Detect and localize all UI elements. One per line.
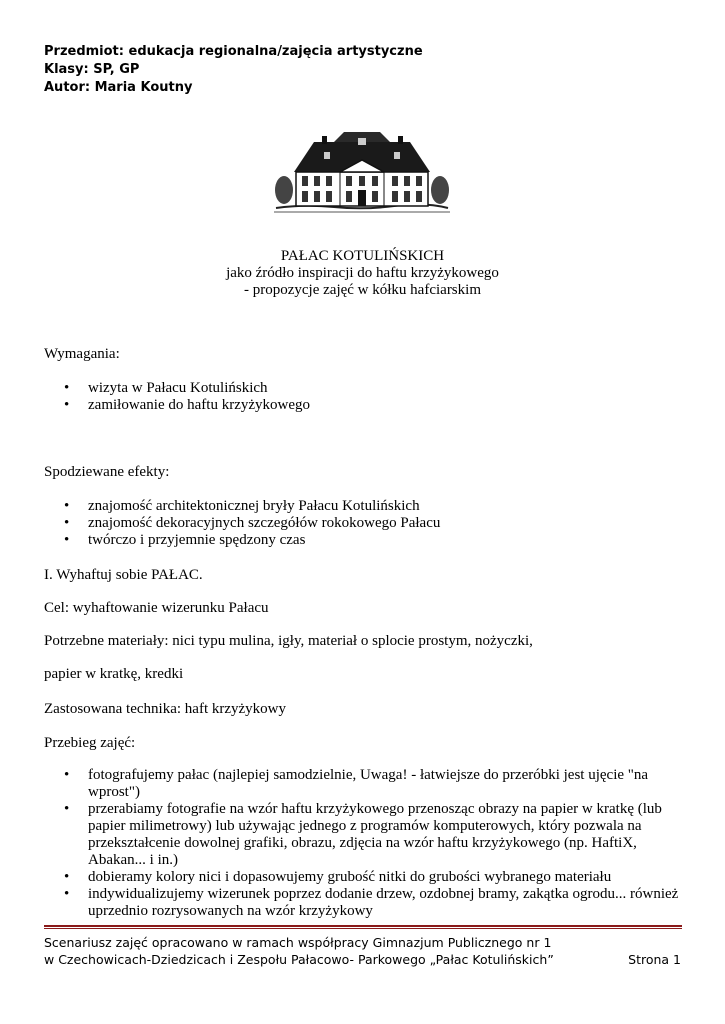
subject-line: Przedmiot: edukacja regionalna/zajęcia artystyczne — [44, 44, 423, 59]
list-item: • twórczo i przyjemnie spędzony czas — [64, 532, 306, 548]
document-header — [44, 43, 423, 97]
list-item: • znajomość dekoracyjnych szczegółów rokokowego Pałacu — [64, 515, 441, 531]
footer-divider-thin — [44, 928, 682, 929]
effects-list — [44, 498, 694, 549]
page-footer — [44, 934, 554, 968]
title-line-1: PAŁAC KOTULIŃSKICH — [280, 248, 445, 264]
footer-line-2: w Czechowicach-Dziedzicach i Zespołu Pałacowo- Parkowego „Pałac Kotulińskich” — [44, 952, 554, 967]
footer-line-1: Scenariusz zajęć opracowano w ramach współpracy Gimnazjum Publicznego nr 1 — [44, 935, 552, 950]
footer-divider — [44, 925, 682, 927]
title-line-3: - propozycje zajęć w kółku hafciarskim — [244, 282, 481, 298]
bullet-icon: • — [64, 397, 70, 413]
page-number: Strona 1 — [628, 952, 681, 967]
list-item: • znajomość architektonicznej bryły Pałacu Kotulińskich — [64, 498, 420, 514]
goal-line: Cel: wyhaftowanie wizerunku Pałacu — [44, 600, 269, 616]
list-item: • zamiłowanie do haftu krzyżykowego — [64, 397, 311, 413]
title-line-2: jako źródło inspiracji do haftu krzyżykowego — [226, 265, 499, 281]
bullet-icon: • — [64, 498, 70, 514]
bullet-icon: • — [64, 380, 70, 396]
bullet-icon: • — [64, 767, 70, 783]
course-heading: Przebieg zajęć: — [44, 735, 136, 751]
document-title — [0, 248, 725, 299]
list-item: • dobieramy kolory nici i dopasowujemy grubość nitki do grubości wybranego materiału — [64, 869, 612, 885]
list-item: • indywidualizujemy wizerunek poprzez dodanie drzew, ozdobnej bramy, zakątka ogrodu... również uprzednio rozrysowanych na wzór krzyżykowy — [64, 886, 679, 919]
bullet-icon: • — [64, 886, 70, 902]
classes-line: Klasy: SP, GP — [44, 62, 140, 77]
bullet-icon: • — [64, 515, 70, 531]
list-item: • fotografujemy pałac (najlepiej samodzielnie, Uwaga! - łatwiejsze do przeróbki jest ujęcie "na wprost") — [64, 767, 649, 800]
list-item: • wizyta w Pałacu Kotulińskich — [64, 380, 268, 396]
course-list — [44, 767, 684, 920]
section-title: I. Wyhaftuj sobie PAŁAC. — [44, 567, 203, 583]
requirements-heading: Wymagania: — [44, 346, 120, 362]
technique-line: Zastosowana technika: haft krzyżykowy — [44, 701, 286, 717]
list-item: • przerabiamy fotografie na wzór haftu krzyżykowego przenosząc obrazy na papier w kratkę (lub papier milimetrowy) lub używając jednego z programów komputerowych, który pozwala na przekształcenie dowolnej grafiki, obrazu, zdjęcia na wzór haftu krzyżykowego (np. HaftiX, Abakan... i in.) — [64, 801, 662, 868]
bullet-icon: • — [64, 532, 70, 548]
materials-line-2: papier w kratkę, kredki — [44, 666, 184, 682]
requirements-list — [44, 380, 694, 414]
bullet-icon: • — [64, 801, 70, 817]
effects-heading: Spodziewane efekty: — [44, 464, 170, 480]
materials-line: Potrzebne materiały: nici typu mulina, igły, materiał o splocie prostym, nożyczki, — [44, 633, 533, 649]
author-line: Autor: Maria Koutny — [44, 80, 193, 95]
palace-illustration — [274, 128, 450, 214]
bullet-icon: • — [64, 869, 70, 885]
